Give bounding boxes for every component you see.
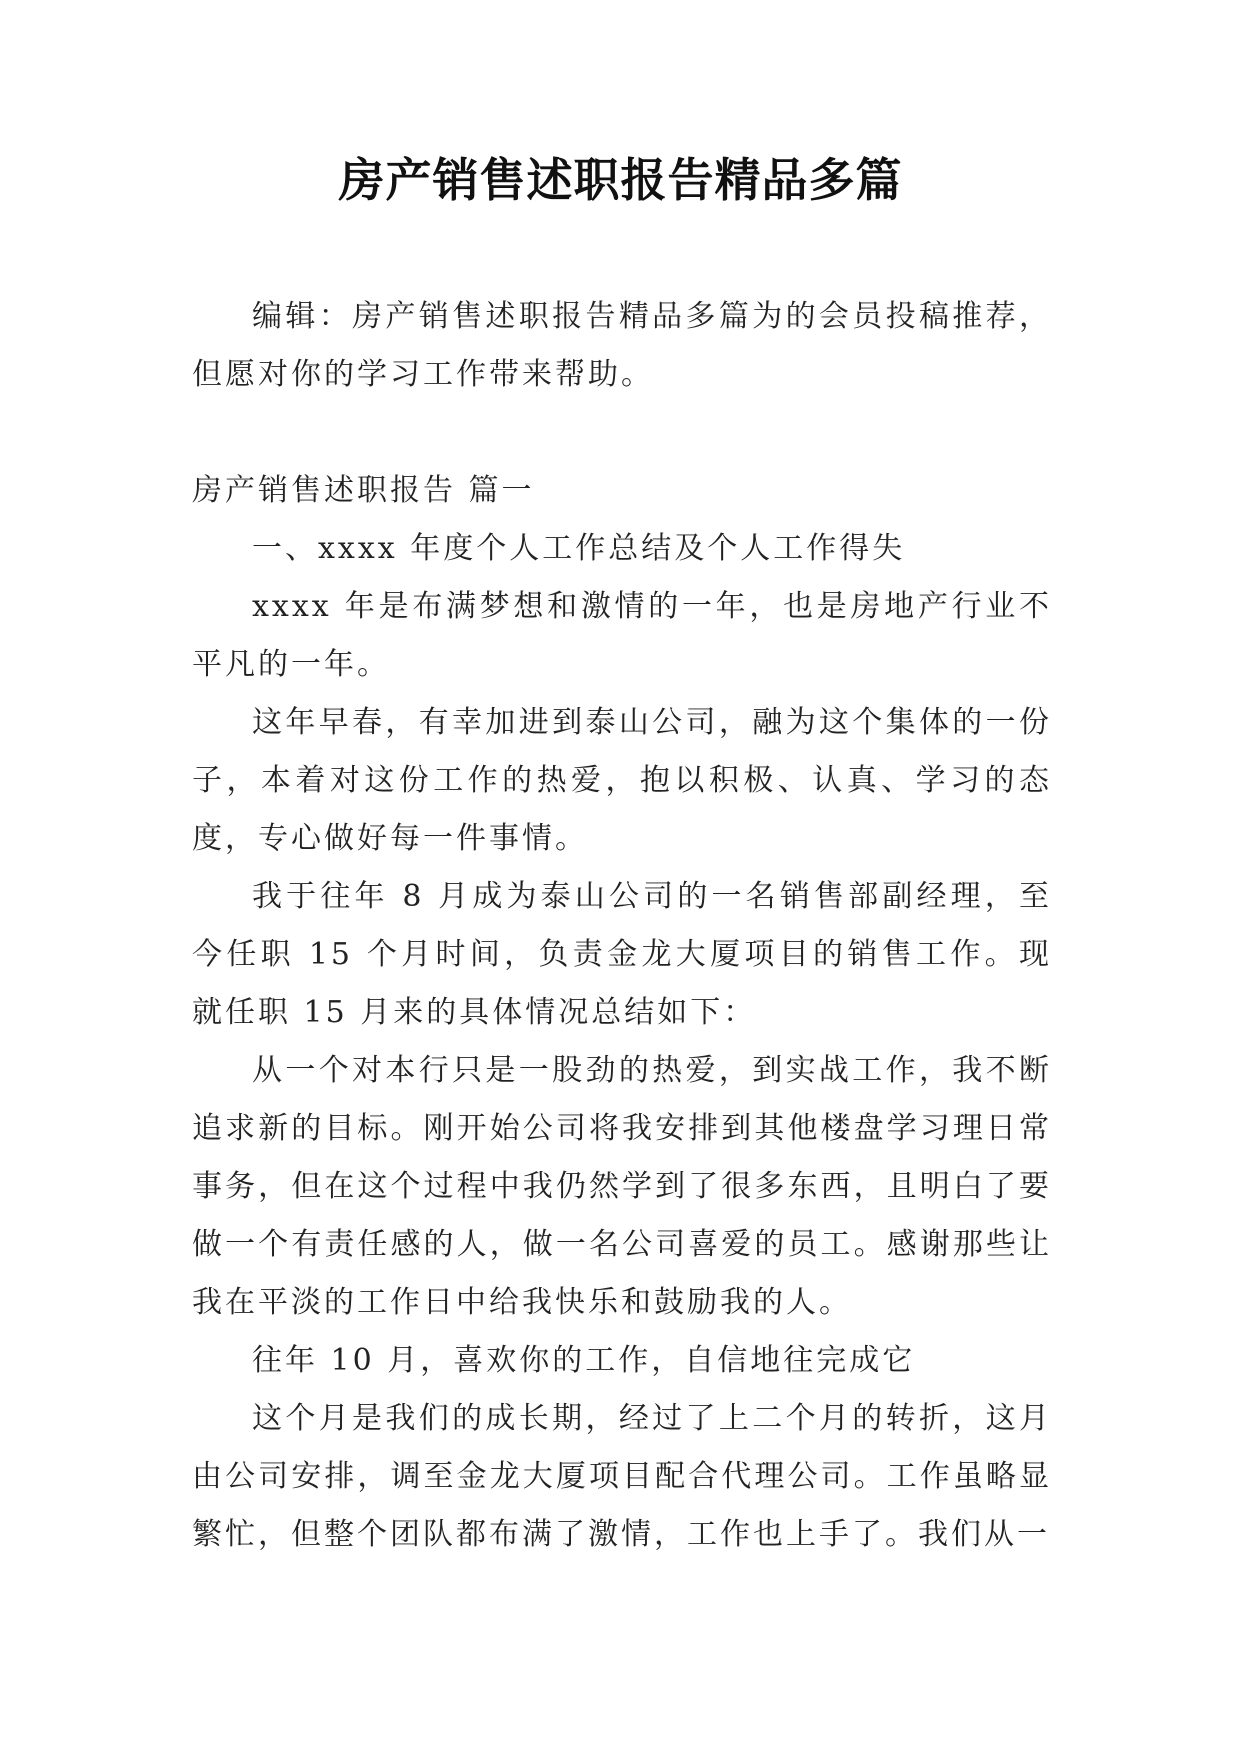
paragraph-3: 这年早春，有幸加进到泰山公司，融为这个集体的一份子，本着对这份工作的热爱，抱以积极、认真、学习的态度，专心做好每一件事情。 (192, 705, 1052, 856)
section-heading: 房产销售述职报告 篇一 (192, 473, 535, 508)
paragraph-4: 我于往年 8 月成为泰山公司的一名销售部副经理，至今任职 15 个月时间，负责金龙大厦项目的销售工作。现就任职 15 月来的具体情况总结如下： (192, 879, 1052, 1030)
paragraph-2: xxxx 年是布满梦想和激情的一年，也是房地产行业不平凡的一年。 (192, 589, 1052, 682)
paragraph-6: 往年 10 月，喜欢你的工作，自信地往完成它 (252, 1343, 916, 1378)
document-title: 房产销售述职报告精品多篇 (338, 153, 903, 207)
paragraph-7: 这个月是我们的成长期，经过了上二个月的转折，这月由公司安排，调至金龙大厦项目配合代理公司。工作虽略显繁忙，但整个团队都布满了激情，工作也上手了。我们从一 (192, 1401, 1052, 1552)
paragraph-5: 从一个对本行只是一股劲的热爱，到实战工作，我不断追求新的目标。刚开始公司将我安排到其他楼盘学习理日常事务，但在这个过程中我仍然学到了很多东西，且明白了要做一个有责任感的人，做一名公司喜爱的员工。感谢那些让我在平淡的工作日中给我快乐和鼓励我的人。 (192, 1053, 1052, 1320)
editor-note: 编辑：房产销售述职报告精品多篇为的会员投稿推荐，但愿对你的学习工作带来帮助。 (192, 299, 1052, 392)
paragraph-1: 一、xxxx 年度个人工作总结及个人工作得失 (252, 531, 906, 566)
document-body (192, 288, 1052, 1564)
